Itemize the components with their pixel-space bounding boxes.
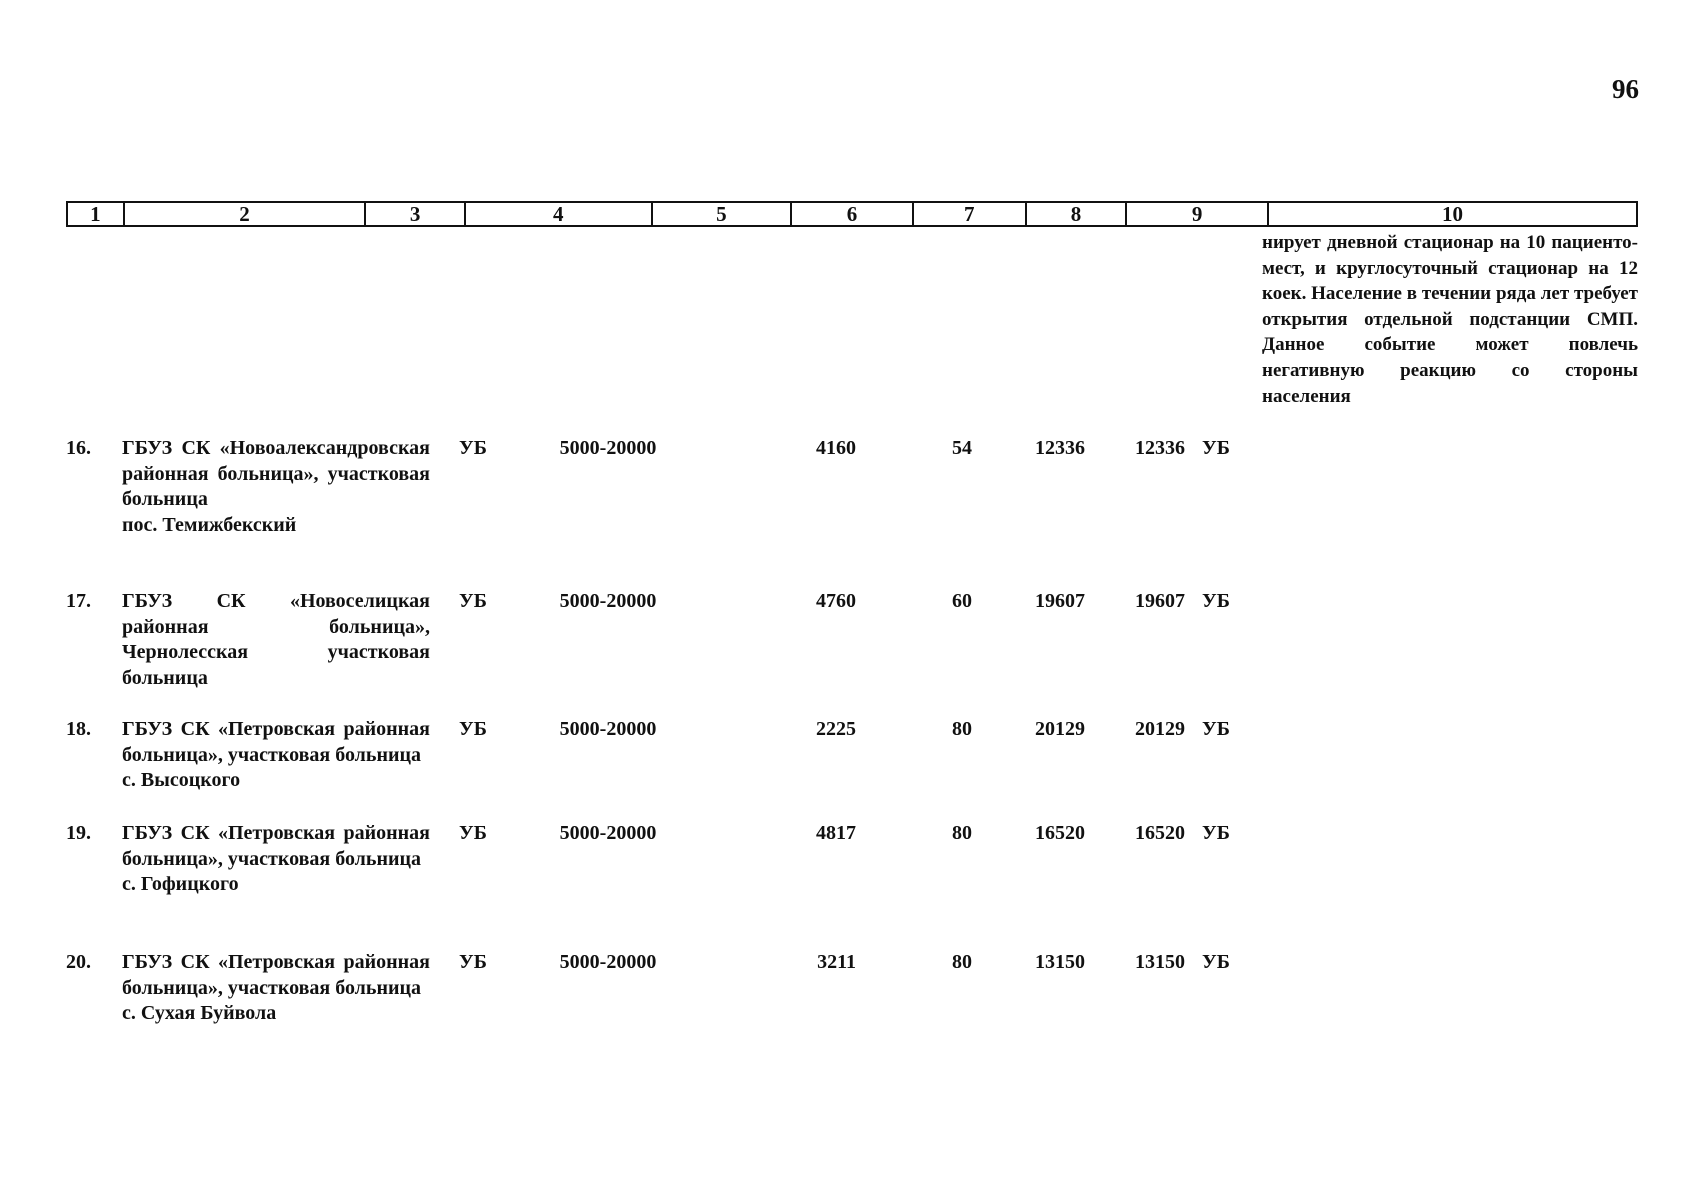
column-10-continued-text: нирует дневной стационар на 10 пациенто-мест, и круглосуточный стационар на 12 коек. Население в течении ряда лет требует открытия отдельной подстанции СМП. Данное событие может повлечь негативную реакцию со стороны населения bbox=[1262, 232, 1638, 407]
value-col-6: 80 bbox=[952, 822, 972, 844]
facility-name-line: ГБУЗ СК «Новоселицкая районная больница», Чернолесская участковая больница bbox=[122, 590, 430, 689]
value-col-6: 80 bbox=[952, 718, 972, 740]
header-cell-2: 2 bbox=[125, 203, 366, 225]
facility-location: с. Высоцкого bbox=[122, 769, 241, 792]
header-cell-3: 3 bbox=[366, 203, 466, 225]
header-cell-1: 1 bbox=[68, 203, 125, 225]
value-col-9: УБ bbox=[1202, 437, 1230, 459]
facility-type: УБ bbox=[459, 718, 487, 740]
value-col-5: 4160 bbox=[816, 437, 856, 459]
value-col-8: 20129 bbox=[1135, 718, 1185, 740]
value-col-7: 20129 bbox=[1035, 718, 1085, 740]
facility-name-line: ГБУЗ СК «Новоалександровская районная больница», участковая больница bbox=[122, 437, 430, 511]
facility-location: с. Сухая Буйвола bbox=[122, 1002, 277, 1025]
value-col-5: 4817 bbox=[816, 822, 856, 844]
header-cell-7: 7 bbox=[914, 203, 1027, 225]
value-col-8: 19607 bbox=[1135, 590, 1185, 612]
value-col-5: 3211 bbox=[817, 951, 856, 973]
facility-name-line: ГБУЗ СК «Петровская районная больница», участковая больница bbox=[122, 822, 430, 870]
row-number: 16. bbox=[66, 437, 91, 459]
facility-name bbox=[122, 436, 430, 538]
value-col-6: 80 bbox=[952, 951, 972, 973]
header-cell-8: 8 bbox=[1027, 203, 1128, 225]
page-number: 96 bbox=[1612, 74, 1639, 104]
facility-type: УБ bbox=[459, 590, 487, 612]
facility-name bbox=[122, 717, 430, 794]
population-range: 5000-20000 bbox=[559, 718, 657, 740]
header-cell-10: 10 bbox=[1441, 201, 1463, 226]
facility-name-line: ГБУЗ СК «Петровская районная больница», участковая больница bbox=[122, 718, 430, 766]
value-col-7: 13150 bbox=[1035, 951, 1085, 973]
population-range: 5000-20000 bbox=[559, 437, 657, 459]
header-cell-9: 9 bbox=[1127, 203, 1269, 225]
value-col-9: УБ bbox=[1202, 822, 1230, 844]
facility-name-line: ГБУЗ СК «Петровская районная больница», участковая больница bbox=[122, 951, 430, 999]
value-col-8: 16520 bbox=[1135, 822, 1185, 844]
value-col-8: 12336 bbox=[1135, 437, 1185, 459]
facility-name bbox=[122, 950, 430, 1027]
table-header-row bbox=[66, 201, 1638, 227]
value-col-9: УБ bbox=[1202, 590, 1230, 612]
row-number: 20. bbox=[66, 951, 91, 973]
row-number: 19. bbox=[66, 822, 91, 844]
value-col-6: 60 bbox=[952, 590, 972, 612]
row-number: 18. bbox=[66, 718, 91, 740]
facility-location: пос. Темижбекский bbox=[122, 513, 297, 536]
facility-name bbox=[122, 821, 430, 898]
value-col-6: 54 bbox=[952, 437, 972, 459]
value-col-7: 16520 bbox=[1035, 822, 1085, 844]
header-cell-6: 6 bbox=[792, 203, 914, 225]
facility-type: УБ bbox=[459, 822, 487, 844]
header-cell-5: 5 bbox=[653, 203, 793, 225]
value-col-7: 12336 bbox=[1035, 437, 1085, 459]
population-range: 5000-20000 bbox=[559, 590, 657, 612]
header-cell-4: 4 bbox=[466, 203, 653, 225]
value-col-9: УБ bbox=[1202, 951, 1230, 973]
facility-location: с. Гофицкого bbox=[122, 873, 239, 896]
value-col-8: 13150 bbox=[1135, 951, 1185, 973]
population-range: 5000-20000 bbox=[559, 822, 657, 844]
value-col-7: 19607 bbox=[1035, 590, 1085, 612]
facility-name bbox=[122, 589, 430, 691]
value-col-9: УБ bbox=[1202, 718, 1230, 740]
value-col-5: 4760 bbox=[816, 590, 856, 612]
value-col-5: 2225 bbox=[816, 718, 856, 740]
facility-type: УБ bbox=[459, 437, 487, 459]
population-range: 5000-20000 bbox=[559, 951, 657, 973]
facility-type: УБ bbox=[459, 951, 487, 973]
row-number: 17. bbox=[66, 590, 91, 612]
